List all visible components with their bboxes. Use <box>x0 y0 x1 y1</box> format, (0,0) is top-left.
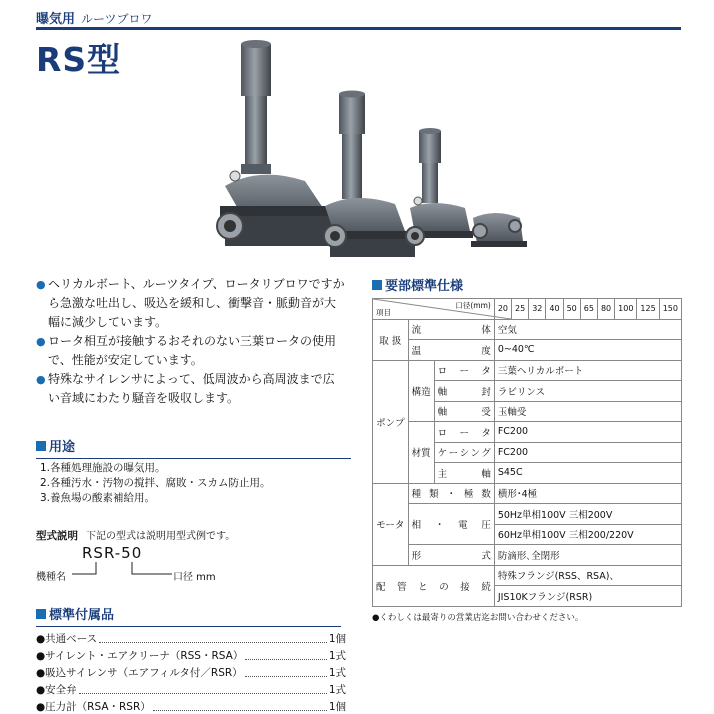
size-cell: 150 <box>659 299 681 320</box>
spec-key: ロータ <box>434 360 494 381</box>
blower-unit-large <box>217 40 335 246</box>
spec-row <box>373 319 682 340</box>
square-bullet-icon <box>36 609 46 619</box>
spec-key: 相・電圧 <box>408 504 494 545</box>
spec-value: ラビリンス <box>494 381 681 402</box>
uses-heading: 用途 <box>36 436 356 455</box>
type-desc-note: 下記の型式は説明用型式例です。 <box>86 531 236 542</box>
spec-value: 横形･4極 <box>494 483 681 504</box>
use-item: 3.養魚場の酸素補給用。 <box>40 492 156 504</box>
group-motor: モータ <box>373 483 409 565</box>
category-label: 曝気用 <box>36 12 76 27</box>
accessories-rule <box>36 626 341 627</box>
spec-key: 配管との接続 <box>373 565 495 606</box>
spec-value: FC200 <box>494 442 681 463</box>
label-bore: 口径 mm <box>173 572 216 583</box>
size-cell: 50 <box>563 299 580 320</box>
spec-header-cell: 口径(mm) 項目 <box>373 299 495 320</box>
accessory-item: ●圧力計（RSA・RSR） 1個 <box>36 701 346 713</box>
category-header <box>36 8 153 27</box>
spec-key: ロータ <box>434 422 494 443</box>
type-callout-lines <box>36 560 276 590</box>
accessories-section <box>36 604 346 714</box>
spec-table <box>372 298 682 607</box>
size-cell: 80 <box>597 299 614 320</box>
use-item: 2.各種汚水・汚物の撹拌、腐敗・スカム防止用。 <box>40 477 271 489</box>
group-handling: 取 扱 <box>373 319 409 360</box>
uses-rule <box>36 458 351 459</box>
spec-row <box>373 360 682 381</box>
blower-unit-medium <box>324 91 415 258</box>
feature-item: ● ロータ相互が接触するおそれのない三葉ロータの使用で、性能が安定しています。 <box>36 332 346 370</box>
spec-value: JIS10Kフランジ(RSR) <box>494 586 681 607</box>
bullet-icon: ● <box>36 278 46 291</box>
spec-heading: 要部標準仕様 <box>372 275 682 294</box>
square-bullet-icon <box>36 441 46 451</box>
size-cell: 32 <box>529 299 546 320</box>
spec-value: 60Hz単相100V 三相200/220V <box>494 524 681 545</box>
feature-item: ● 特殊なサイレンサによって、低周波から高周波まで広い音域にわたり騒音を吸収します。 <box>36 370 346 408</box>
spec-value: FC200 <box>494 422 681 443</box>
spec-header-row <box>373 299 682 320</box>
spec-row <box>373 340 682 361</box>
bullet-icon: ● <box>36 335 46 348</box>
type-description <box>36 524 366 543</box>
spec-value: 玉軸受 <box>494 401 681 422</box>
group-material: 材質 <box>408 422 434 484</box>
spec-key: 形式 <box>408 545 494 566</box>
spec-value: 三葉ヘリカルボート <box>494 360 681 381</box>
size-cell: 125 <box>637 299 659 320</box>
spec-section <box>372 275 682 623</box>
spec-row <box>373 504 682 525</box>
subcategory-label: ルーツブロワ <box>81 12 153 26</box>
type-example-code: RSR-50 <box>82 544 143 562</box>
spec-row <box>373 545 682 566</box>
accessory-item: ●サイレント・エアクリーナ（RSS・RSA） 1式 <box>36 650 346 662</box>
blower-unit-small <box>406 128 473 245</box>
spec-key: 軸受 <box>434 401 494 422</box>
spec-key: 主軸 <box>434 463 494 484</box>
spec-key: 軸封 <box>434 381 494 402</box>
spec-key: 温度 <box>408 340 494 361</box>
accessory-item: ●吸込サイレンサ（エアフィルタ付／RSR） 1式 <box>36 667 346 679</box>
size-cell: 25 <box>512 299 529 320</box>
square-bullet-icon <box>372 280 382 290</box>
group-pump: ポンプ <box>373 360 409 483</box>
blower-unit-mini <box>471 213 527 247</box>
label-model-name: 機種名 <box>36 572 66 583</box>
product-photo <box>205 36 535 266</box>
spec-key: 種類・極数 <box>408 483 494 504</box>
bullet-icon: ● <box>36 373 46 386</box>
spec-key: 流体 <box>408 319 494 340</box>
uses-section <box>36 436 356 506</box>
size-cell: 20 <box>494 299 511 320</box>
spec-row <box>373 483 682 504</box>
spec-value: 50Hz単相100V 三相200V <box>494 504 681 525</box>
spec-note: ●くわしくは最寄りの営業店迄お問い合わせください。 <box>372 612 584 623</box>
uses-list <box>36 461 356 506</box>
spec-key: ケーシング <box>434 442 494 463</box>
size-cell: 65 <box>580 299 597 320</box>
group-structure: 構造 <box>408 360 434 422</box>
size-cell: 100 <box>615 299 637 320</box>
accessory-item: ●安全弁 1式 <box>36 684 346 696</box>
header-rule <box>36 27 681 30</box>
spec-value: 防滴形､全閉形 <box>494 545 681 566</box>
accessory-item: ●共通ベース 1個 <box>36 633 346 645</box>
spec-value: 空気 <box>494 319 681 340</box>
use-item: 1.各種処理施設の曝気用。 <box>40 462 166 474</box>
accessories-heading: 標準付属品 <box>36 604 346 623</box>
feature-item: ● ヘリカルボート、ルーツタイプ、ロータリブロワですから急激な吐出し、吸込を緩和し、衝撃音・脈動音が大幅に減少しています。 <box>36 275 346 332</box>
model-title: RS型 <box>36 40 122 79</box>
spec-value: 0~40℃ <box>494 340 681 361</box>
spec-row <box>373 422 682 443</box>
spec-row <box>373 565 682 586</box>
spec-value: 特殊フランジ(RSS、RSA)、 <box>494 565 681 586</box>
type-desc-title: 型式説明 <box>36 530 78 542</box>
spec-value: S45C <box>494 463 681 484</box>
feature-list <box>36 275 346 408</box>
size-cell: 40 <box>546 299 563 320</box>
